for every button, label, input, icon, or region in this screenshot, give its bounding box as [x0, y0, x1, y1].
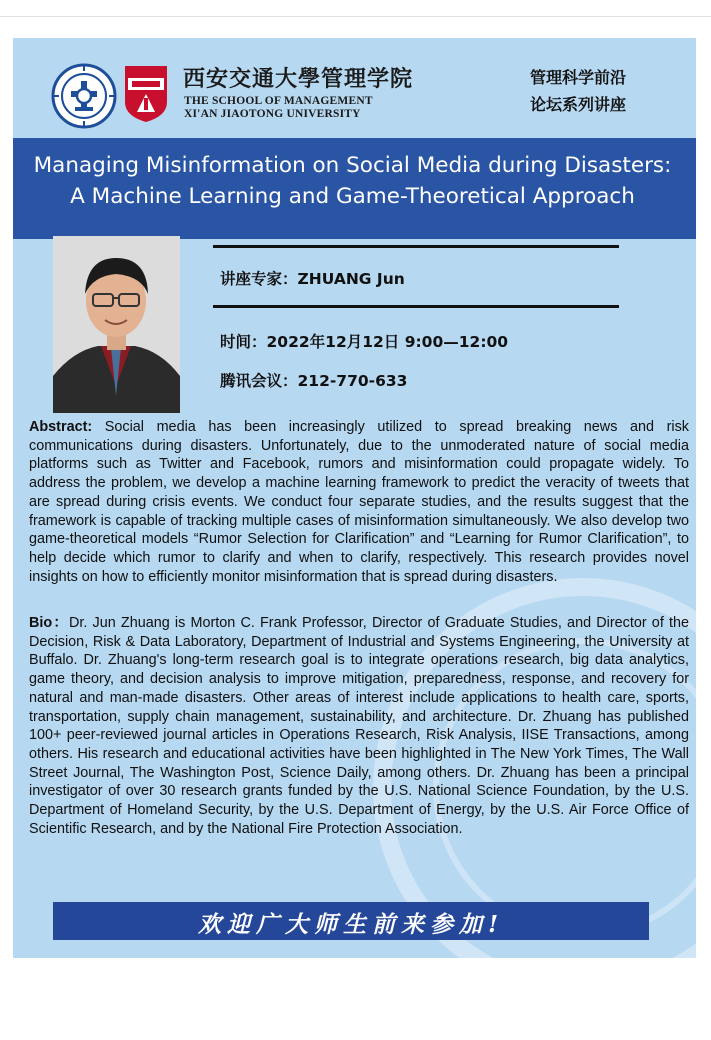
time-row	[220, 330, 508, 352]
abstract-paragraph	[29, 418, 689, 586]
lecture-series-name	[530, 64, 626, 118]
speaker-portrait-icon	[53, 236, 180, 413]
series-line-2: 论坛系列讲座	[530, 95, 627, 114]
speaker-photo	[53, 236, 180, 413]
speaker-label: 讲座专家：	[220, 270, 298, 288]
abstract-text: Social media has been increasingly utilized to spread breaking news and risk communications during disasters. Unfortunately, due to the unmoderated nature of social media platforms such as Twitter and Facebook, rumors and misinformation could propagate widely. To address the problem, we develop a machine learning framework to predict the veracity of tweets that are spread during crisis events. We conduct four separate studies, and the results suggest that the framework is capable of tracking multiple cases of misinformation simultaneously. We also develop two game-theoretical models “Rumor Selection for Clarification” and “Learning for Rumor Clarification”, to help decide which rumor to clarify and when to clarify, respectively. This research provides novel insights on how to efficiently monitor misinformation that is spread during disasters.	[29, 419, 689, 585]
info-divider-top	[213, 245, 619, 248]
meeting-row	[220, 369, 407, 391]
university-name-english: XI'AN JIAOTONG UNIVERSITY	[184, 108, 361, 120]
time-value: 2022年12月12日 9:00—12:00	[266, 333, 509, 351]
speaker-name: ZHUANG Jun	[297, 270, 405, 288]
school-name-english: THE SCHOOL OF MANAGEMENT	[184, 95, 373, 107]
lecture-title-line-2: A Machine Learning and Game-Theoretical Approach	[70, 184, 635, 209]
series-line-1: 管理科学前沿	[530, 68, 627, 87]
lecture-title-line-1: Managing Misinformation on Social Media during Disasters:	[33, 153, 672, 178]
time-label: 时间：	[220, 333, 267, 351]
abstract-label: Abstract:	[29, 419, 93, 435]
info-divider-middle	[213, 305, 619, 308]
meeting-label: 腾讯会议：	[220, 372, 298, 390]
speaker-row	[220, 267, 405, 289]
meeting-id: 212-770-633	[297, 372, 408, 390]
lecture-title	[13, 150, 696, 212]
school-name-chinese: 西安交通大學管理学院	[183, 66, 414, 92]
bio-text: Dr. Jun Zhuang is Morton C. Frank Professor, Director of Graduate Studies, and Director of the Decision, Risk & Data Laboratory, Department of Industrial and Systems Engineering, the University at Buffalo. Dr. Zhuang's long-term research goal is to integrate operations research, big data analytics, game theory, and decision analysis to improve mitigation, preparedness, response, and recovery for natural and man-made disasters. Other areas of interest include applications to health care, sports, transportation, supply chain management, sustainability, and architecture. Dr. Zhuang has published 100+ peer-reviewed journal articles in Operations Research, Risk Analysis, IISE Transactions, among others. His research and educational activities have been highlighted in The New York Times, The Wall Street Journal, The Washington Post, Science Daily, among others. Dr. Zhuang has been a principal investigator of over 30 research grants funded by the U.S. National Science Foundation, by the U.S. Department of Homeland Security, by the U.S. Department of Energy, by the U.S. Air Force Office of Scientific Research, and by the National Fire Protection Association.	[29, 615, 690, 837]
school-of-management-emblem-icon	[123, 64, 169, 124]
welcome-message: 欢迎广大师生前来参加!	[197, 911, 505, 938]
bio-paragraph	[29, 614, 689, 838]
xjtu-emblem-icon	[51, 63, 117, 129]
bio-label: Bio：	[29, 615, 69, 631]
lecture-poster	[13, 38, 696, 958]
top-divider	[0, 16, 711, 17]
